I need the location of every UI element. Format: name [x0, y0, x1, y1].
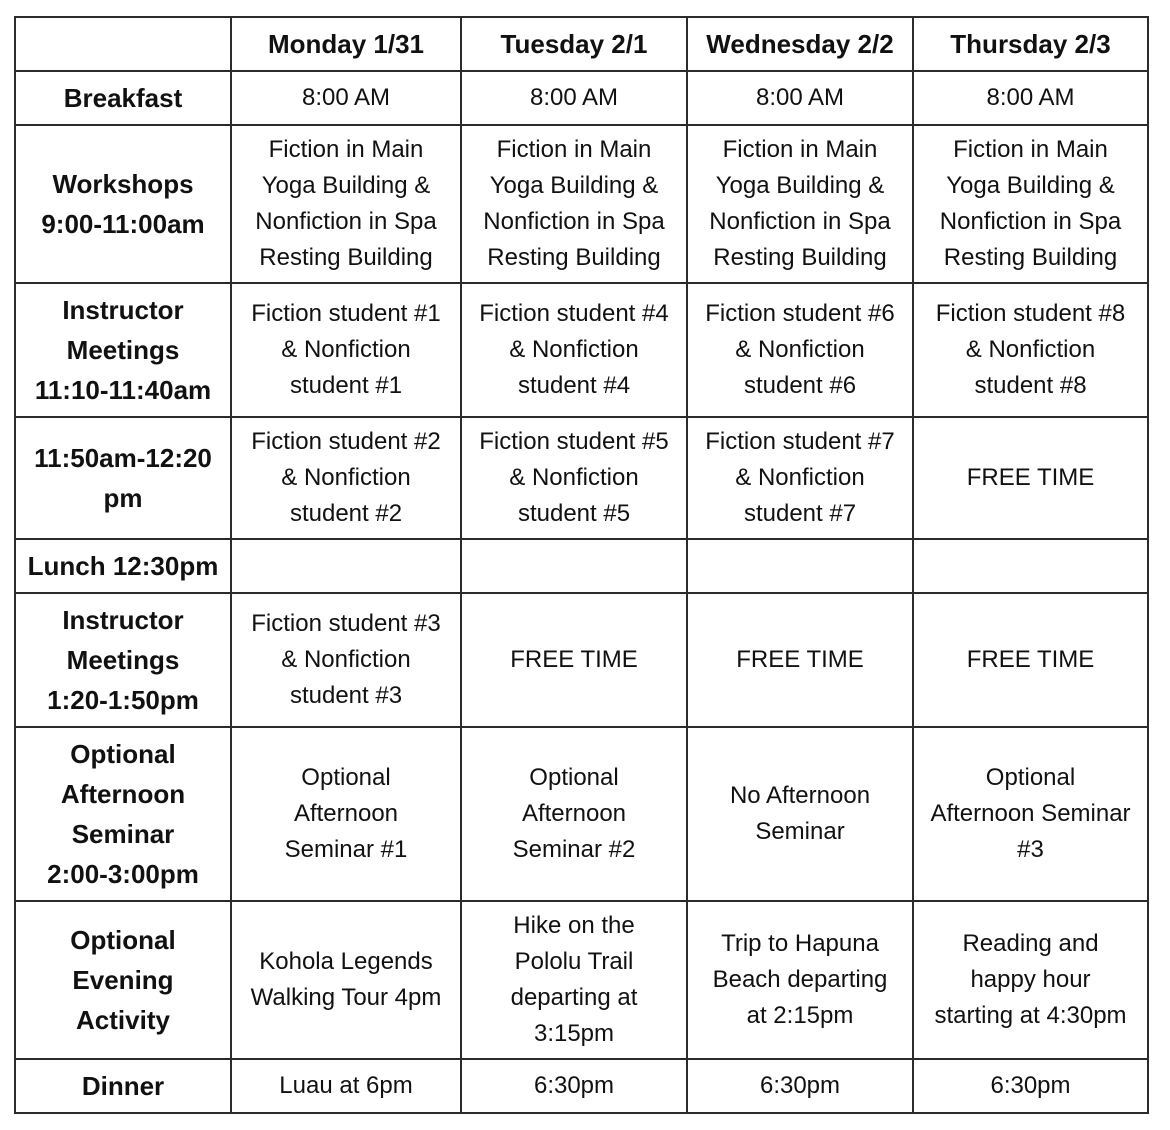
- row-label-dinner: Dinner: [15, 1059, 231, 1113]
- table-row-workshops: [15, 125, 1148, 283]
- cell-dinner-tuesday: 6:30pm: [461, 1059, 687, 1113]
- table-row-dinner: [15, 1059, 1148, 1113]
- cell-lunch-thursday: [913, 539, 1148, 593]
- cell-meeting1-thursday: Fiction student #8 & Nonfiction student #8: [913, 283, 1148, 417]
- cell-dinner-wednesday: 6:30pm: [687, 1059, 913, 1113]
- cell-meeting2-tuesday: Fiction student #5 & Nonfiction student #5: [461, 417, 687, 539]
- cell-meeting2-thursday: FREE TIME: [913, 417, 1148, 539]
- day-header-monday: Monday 1/31: [231, 17, 461, 71]
- cell-seminar-thursday: Optional Afternoon Seminar #3: [913, 727, 1148, 901]
- table-row-evening-activity: [15, 901, 1148, 1059]
- cell-breakfast-wednesday: 8:00 AM: [687, 71, 913, 125]
- table-row-breakfast: [15, 71, 1148, 125]
- cell-seminar-monday: Optional Afternoon Seminar #1: [231, 727, 461, 901]
- table-row-instructor-meetings-afternoon: [15, 593, 1148, 727]
- cell-meeting3-monday: Fiction student #3 & Nonfiction student #3: [231, 593, 461, 727]
- day-header-wednesday: Wednesday 2/2: [687, 17, 913, 71]
- cell-meeting2-monday: Fiction student #2 & Nonfiction student #2: [231, 417, 461, 539]
- cell-workshops-tuesday: Fiction in Main Yoga Building & Nonfiction in Spa Resting Building: [461, 125, 687, 283]
- cell-breakfast-monday: 8:00 AM: [231, 71, 461, 125]
- row-label-instructor-meetings-afternoon: Instructor Meetings 1:20-1:50pm: [15, 593, 231, 727]
- cell-workshops-monday: Fiction in Main Yoga Building & Nonfiction in Spa Resting Building: [231, 125, 461, 283]
- table-row-afternoon-seminar: [15, 727, 1148, 901]
- row-label-breakfast: Breakfast: [15, 71, 231, 125]
- cell-meeting3-wednesday: FREE TIME: [687, 593, 913, 727]
- cell-seminar-wednesday: No Afternoon Seminar: [687, 727, 913, 901]
- cell-breakfast-thursday: 8:00 AM: [913, 71, 1148, 125]
- schedule-table: [14, 16, 1149, 1114]
- cell-meeting2-wednesday: Fiction student #7 & Nonfiction student #7: [687, 417, 913, 539]
- cell-evening-wednesday: Trip to Hapuna Beach departing at 2:15pm: [687, 901, 913, 1059]
- row-label-afternoon-seminar: Optional Afternoon Seminar 2:00-3:00pm: [15, 727, 231, 901]
- cell-workshops-thursday: Fiction in Main Yoga Building & Nonfiction in Spa Resting Building: [913, 125, 1148, 283]
- cell-evening-tuesday: Hike on the Pololu Trail departing at 3:15pm: [461, 901, 687, 1059]
- row-label-evening-activity: Optional Evening Activity: [15, 901, 231, 1059]
- table-row-instructor-meetings-morning: [15, 283, 1148, 417]
- row-label-lunch: Lunch 12:30pm: [15, 539, 231, 593]
- cell-dinner-monday: Luau at 6pm: [231, 1059, 461, 1113]
- row-label-workshops: Workshops 9:00-11:00am: [15, 125, 231, 283]
- cell-lunch-monday: [231, 539, 461, 593]
- day-header-tuesday: Tuesday 2/1: [461, 17, 687, 71]
- table-row-lunch: [15, 539, 1148, 593]
- row-label-late-morning: 11:50am-12:20 pm: [15, 417, 231, 539]
- corner-cell: [15, 17, 231, 71]
- cell-seminar-tuesday: Optional Afternoon Seminar #2: [461, 727, 687, 901]
- cell-lunch-wednesday: [687, 539, 913, 593]
- cell-meeting1-tuesday: Fiction student #4 & Nonfiction student #4: [461, 283, 687, 417]
- cell-evening-thursday: Reading and happy hour starting at 4:30pm: [913, 901, 1148, 1059]
- cell-meeting3-tuesday: FREE TIME: [461, 593, 687, 727]
- cell-lunch-tuesday: [461, 539, 687, 593]
- cell-breakfast-tuesday: 8:00 AM: [461, 71, 687, 125]
- cell-meeting1-wednesday: Fiction student #6 & Nonfiction student #6: [687, 283, 913, 417]
- header-row: [15, 17, 1148, 71]
- cell-meeting1-monday: Fiction student #1 & Nonfiction student #1: [231, 283, 461, 417]
- cell-meeting3-thursday: FREE TIME: [913, 593, 1148, 727]
- cell-dinner-thursday: 6:30pm: [913, 1059, 1148, 1113]
- day-header-thursday: Thursday 2/3: [913, 17, 1148, 71]
- row-label-instructor-meetings-morning: Instructor Meetings 11:10-11:40am: [15, 283, 231, 417]
- table-row-late-morning: [15, 417, 1148, 539]
- cell-evening-monday: Kohola Legends Walking Tour 4pm: [231, 901, 461, 1059]
- cell-workshops-wednesday: Fiction in Main Yoga Building & Nonfiction in Spa Resting Building: [687, 125, 913, 283]
